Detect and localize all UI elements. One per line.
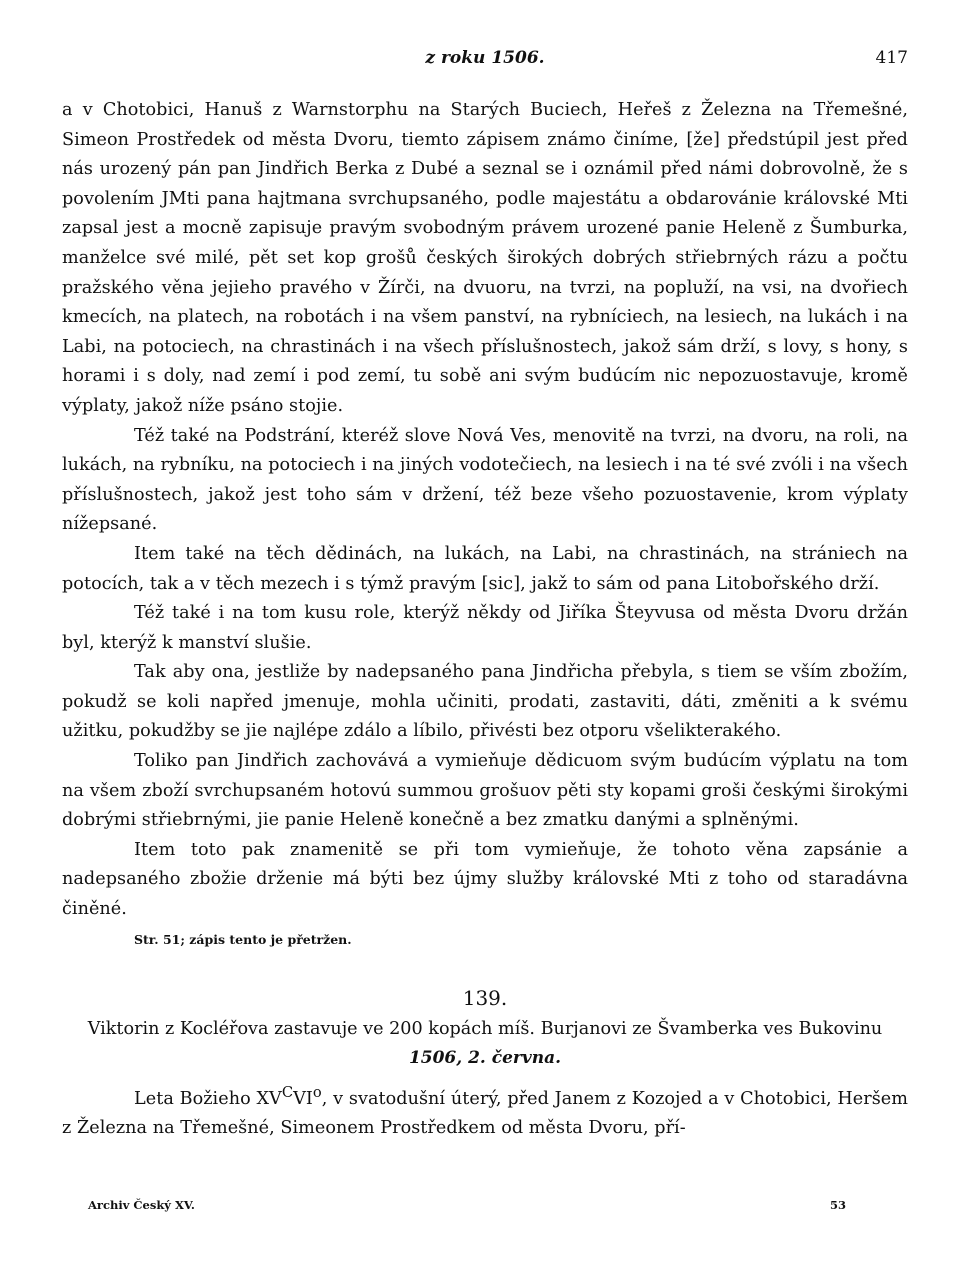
paragraph-1: a v Chotobici, Hanuš z Warnstorphu na Starých Buciech, Heřeš z Železna na Třemešné, Simeon Prostředek od města Dvoru, tiemto zápisem známo činíme, [že] předstúpil jest před nás urozený pán pan Jindřich Berka z Dubé a seznal se i oznámil před námi dobrovolně, že s povolením JMti pana hajtmana svrchupsaného, podle majestátu a obdarovánie královské Mti zapsal jest a mocně zapisuje pravým svobodným právem urozené panie Heleně z Šumburka, manželce své milé, pět set kop grošů českých širokých dobrých střiebrných rázu a počtu pražského věna jejieho pravého v Žírči, na dvuoru, na tvrzi, na popluží, na vsi, na dvořiech kmecích, na platech, na robotách i na všem panství, na rybníciech, na lesiech, na lukách i na Labi, na potociech, na chrastinách i na všech příslušnostech, jakož sám drží, s lovy, s hony, s horami i s doly, nad zemí i pod zemí, tu sobě ani svým budúcím nic nepozuostavuje, kromě výplaty, jakož níže psáno stojie. [62,100,908,416]
footer-sheet-number: 53 [829,1198,846,1212]
footer-source: Archiv Český XV. [88,1198,195,1212]
entry-summary: Viktorin z Kocléřova zastavuje ve 200 kopách míš. Burjanovi ze Švamberka ves Bukovinu [87,1018,883,1039]
entry-text-mid: VI [293,1088,313,1109]
paragraph-3: Item také na těch dědinách, na lukách, na Labi, na chrastinách, na strániech na potocích, tak a v těch mezech i s týmž pravým [sic], jakž to sám od pana Litobořského drží. [62,543,908,594]
editorial-note: Str. 51; zápis tento je přetržen. [134,931,352,947]
document-page [62,40,908,1144]
running-title: z roku 1506. [425,48,545,68]
entry-text [62,1078,908,1144]
continuation-text [62,96,908,951]
paragraph-4: Též také i na tom kusu role, kterýž někdy od Jiříka Šteyvusa od města Dvoru držán byl, kterýž k manství slušie. [62,603,908,653]
paragraph-6: Toliko pan Jindřich zachovává a vymieňuje dědicuom svým budúcím výplatu na tom na všem zboží svrchupsaném hotovú summou grošuov pěti sty kopami groši českými širokými dobrými střiebrnými, jie panie Heleně konečně a bez zmatku danými a splněnými. [62,751,908,831]
page-number: 417 [875,48,908,68]
superscript-c: C [281,1083,294,1101]
page-footer [62,1198,908,1218]
paragraph-2: Též také na Podstrání, kteréž slove Nová Ves, menovitě na tvrzi, na dvoru, na roli, na lukách, na rybníku, na potociech i na jiných vodotečiech, na lesiech i na té své zvóli i na všech příslušnostech, jakož jest toho sám v držení, též beze všeho pozuostavenie, krom výplaty nížepsané. [62,425,908,535]
paragraph-7: Item toto pak znamenitě se při tom vymieňuje, že tohoto věna zapsánie a nadepsaného zbožie drženie má býti bez újmy služby královské Mti z toho od staradávna činěné. [62,839,908,920]
entry-text-end: , v svatodušní úterý, před Janem z Kozojed a v Chotobici, Heršem z Železna na Třemešné, Simeonem Prostředkem od města Dvoru, pří- [62,1088,909,1139]
running-head [62,40,908,72]
entry-paragraph [62,1078,908,1144]
entry-number: 139. [462,985,508,1010]
paragraph-5: Tak aby ona, jestliže by nadepsaného pana Jindřicha přebyla, s tiem se vším zbožím, pokudž se koli napřed jmenuje, mohla učiniti, prodati, zastaviti, dáti, změniti a k svému užitku, pokudžby se jie najlépe zdálo a líbilo, přivésti bez otporu všelikterakého. [62,662,908,742]
superscript-o: o [312,1083,322,1101]
entry-date: 1506, 2. června. [408,1048,562,1069]
entry-text-start: Leta Božieho XV [134,1088,282,1109]
